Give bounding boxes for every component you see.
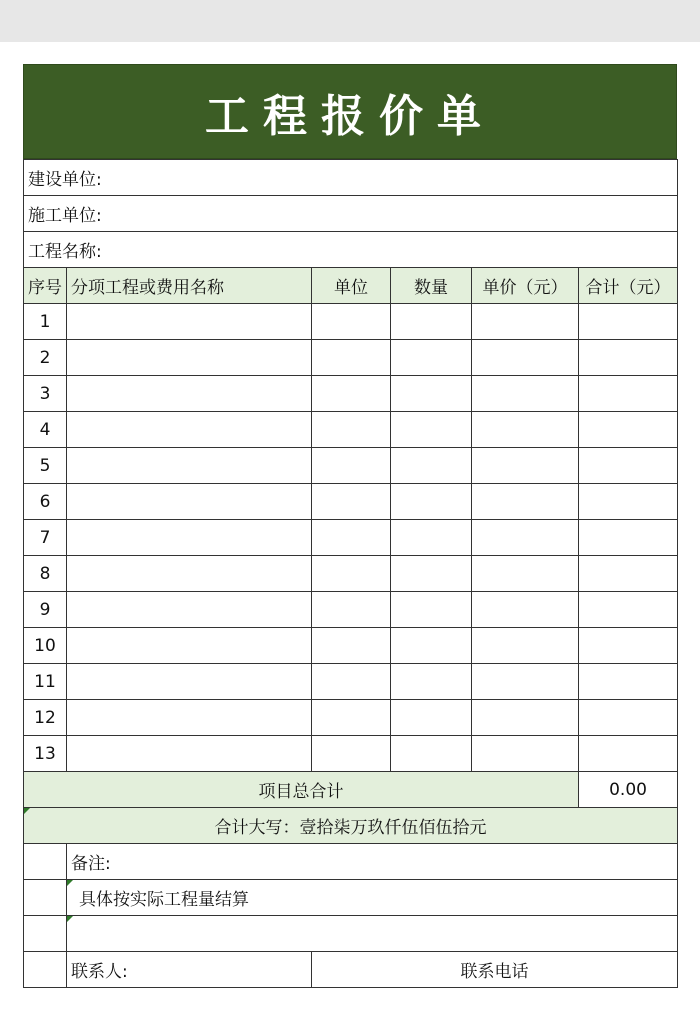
table-row (24, 412, 678, 448)
row-number: 12 (24, 700, 67, 736)
item-cell[interactable] (67, 376, 312, 412)
item-cell[interactable] (312, 340, 391, 376)
item-cell[interactable] (312, 628, 391, 664)
builder-label: 建设单位: (24, 160, 678, 196)
item-cell[interactable] (312, 448, 391, 484)
contractor-label: 施工单位: (24, 196, 678, 232)
table-row (24, 664, 678, 700)
item-cell[interactable] (472, 304, 579, 340)
notes-label: 备注: (67, 844, 678, 880)
contact-row (24, 952, 678, 988)
builder-row (24, 160, 678, 196)
blank-cell[interactable] (24, 844, 67, 880)
item-cell[interactable] (67, 592, 312, 628)
column-header: 合计（元） (579, 268, 678, 304)
item-cell[interactable] (472, 556, 579, 592)
item-cell[interactable] (579, 664, 678, 700)
item-cell[interactable] (579, 376, 678, 412)
item-cell[interactable] (472, 628, 579, 664)
item-cell[interactable] (472, 664, 579, 700)
project-label: 工程名称: (24, 232, 678, 268)
item-cell[interactable] (472, 700, 579, 736)
table-row (24, 304, 678, 340)
item-cell[interactable] (472, 520, 579, 556)
notes-blank-row (24, 916, 678, 952)
item-cell[interactable] (67, 664, 312, 700)
item-cell[interactable] (391, 664, 472, 700)
item-cell[interactable] (472, 412, 579, 448)
total-row (24, 772, 678, 808)
item-rows (24, 304, 678, 772)
contact-label: 联系人: (67, 952, 312, 988)
quotation-table (23, 159, 678, 988)
item-cell[interactable] (391, 376, 472, 412)
project-row (24, 232, 678, 268)
item-cell[interactable] (67, 628, 312, 664)
item-cell[interactable] (472, 376, 579, 412)
contractor-row (24, 196, 678, 232)
sheet-title: 工程报价单 (23, 64, 677, 159)
item-cell[interactable] (312, 304, 391, 340)
item-cell[interactable] (312, 484, 391, 520)
row-number: 8 (24, 556, 67, 592)
item-cell[interactable] (67, 412, 312, 448)
row-number: 6 (24, 484, 67, 520)
capital-amount: 合计大写：壹拾柒万玖仟伍佰伍拾元 (24, 808, 678, 844)
phone-label: 联系电话 (312, 952, 678, 988)
item-cell[interactable] (67, 736, 312, 772)
item-cell[interactable] (391, 448, 472, 484)
item-cell[interactable] (67, 700, 312, 736)
row-number: 13 (24, 736, 67, 772)
item-cell[interactable] (312, 412, 391, 448)
row-number: 11 (24, 664, 67, 700)
table-row (24, 628, 678, 664)
item-cell[interactable] (579, 448, 678, 484)
item-cell[interactable] (391, 736, 472, 772)
notes-text[interactable]: 具体按实际工程量结算 (67, 880, 678, 916)
item-cell[interactable] (67, 340, 312, 376)
item-cell[interactable] (391, 412, 472, 448)
item-cell[interactable] (579, 304, 678, 340)
table-row (24, 448, 678, 484)
item-cell[interactable] (472, 340, 579, 376)
item-cell[interactable] (391, 340, 472, 376)
item-cell[interactable] (472, 484, 579, 520)
item-cell[interactable] (312, 556, 391, 592)
row-number: 7 (24, 520, 67, 556)
notes-label-row (24, 844, 678, 880)
table-row (24, 556, 678, 592)
table-row (24, 700, 678, 736)
item-cell[interactable] (391, 556, 472, 592)
column-header: 序号 (24, 268, 67, 304)
item-cell[interactable] (472, 448, 579, 484)
row-number: 5 (24, 448, 67, 484)
item-cell[interactable] (579, 592, 678, 628)
item-cell[interactable] (579, 520, 678, 556)
blank-cell[interactable] (24, 916, 67, 952)
blank-cell[interactable] (24, 880, 67, 916)
column-header: 分项工程或费用名称 (67, 268, 312, 304)
item-cell[interactable] (312, 664, 391, 700)
item-cell[interactable] (472, 592, 579, 628)
row-number: 1 (24, 304, 67, 340)
row-number: 2 (24, 340, 67, 376)
table-row (24, 484, 678, 520)
table-row (24, 736, 678, 772)
item-cell[interactable] (312, 736, 391, 772)
blank-cell[interactable] (24, 952, 67, 988)
table-row (24, 340, 678, 376)
item-cell[interactable] (579, 556, 678, 592)
item-cell[interactable] (391, 628, 472, 664)
item-cell[interactable] (579, 700, 678, 736)
top-bar (0, 0, 700, 42)
item-cell[interactable] (312, 520, 391, 556)
item-cell[interactable] (67, 448, 312, 484)
item-cell[interactable] (391, 700, 472, 736)
row-number: 10 (24, 628, 67, 664)
notes-text-row (24, 880, 678, 916)
item-cell[interactable] (391, 520, 472, 556)
row-number: 3 (24, 376, 67, 412)
table-row (24, 592, 678, 628)
quotation-sheet (23, 64, 677, 988)
column-header: 数量 (391, 268, 472, 304)
item-cell[interactable] (472, 736, 579, 772)
item-cell[interactable] (579, 340, 678, 376)
item-cell[interactable] (312, 700, 391, 736)
item-cell[interactable] (312, 592, 391, 628)
total-label: 项目总合计 (24, 772, 579, 808)
table-row (24, 376, 678, 412)
header-row (24, 268, 678, 304)
item-cell[interactable] (579, 412, 678, 448)
item-cell[interactable] (391, 304, 472, 340)
item-cell[interactable] (67, 484, 312, 520)
row-number: 9 (24, 592, 67, 628)
item-cell[interactable] (312, 376, 391, 412)
table-row (24, 520, 678, 556)
capital-row (24, 808, 678, 844)
item-cell[interactable] (391, 592, 472, 628)
column-header: 单价（元） (472, 268, 579, 304)
item-cell[interactable] (67, 520, 312, 556)
blank-cell[interactable] (67, 916, 678, 952)
item-cell[interactable] (579, 484, 678, 520)
row-number: 4 (24, 412, 67, 448)
column-header: 单位 (312, 268, 391, 304)
item-cell[interactable] (391, 484, 472, 520)
total-value[interactable]: 0.00 (579, 772, 678, 808)
item-cell[interactable] (67, 556, 312, 592)
item-cell[interactable] (579, 736, 678, 772)
item-cell[interactable] (67, 304, 312, 340)
item-cell[interactable] (579, 628, 678, 664)
